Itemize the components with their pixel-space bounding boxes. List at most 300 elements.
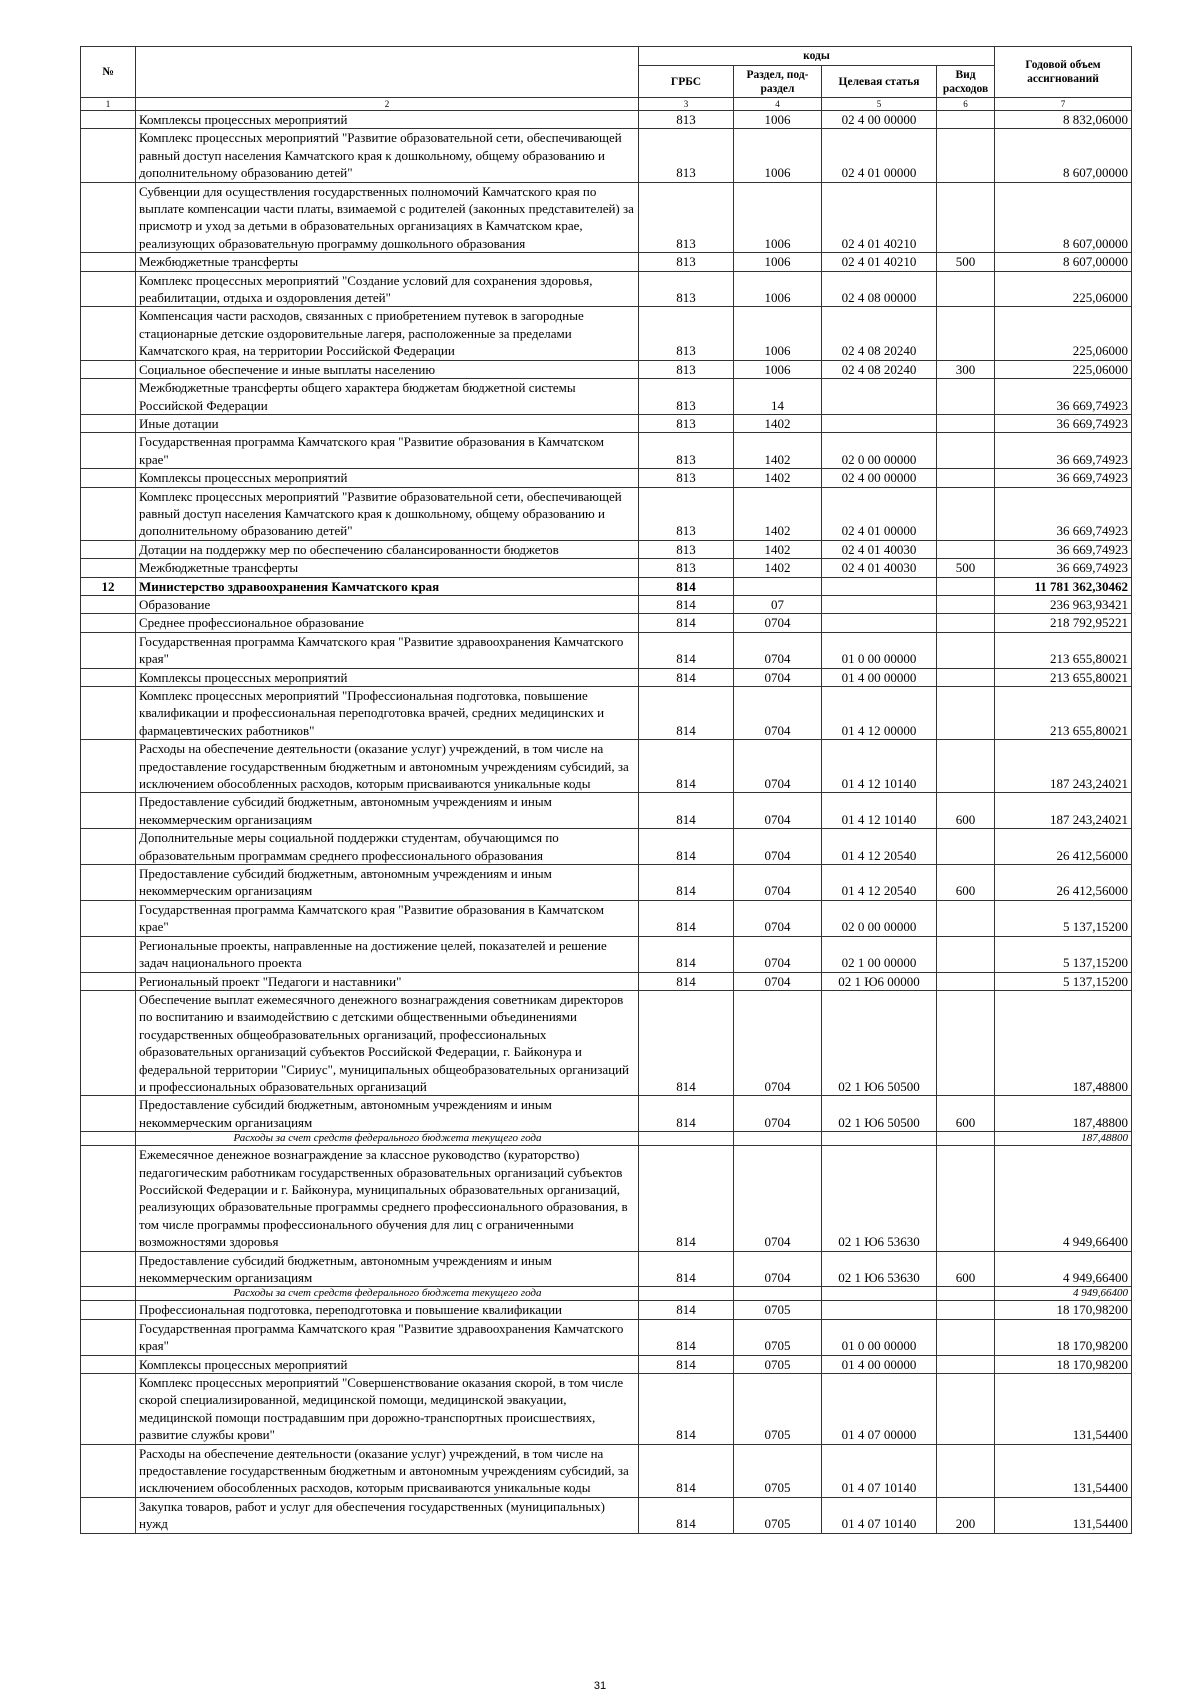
row-name: Государственная программа Камчатского края "Развитие здравоохранения Камчатского края" <box>136 632 639 668</box>
column-numbers-row <box>81 98 1132 111</box>
table-row <box>81 1319 1132 1355</box>
row-expense-type <box>937 1287 995 1301</box>
row-grbs: 814 <box>639 1301 734 1319</box>
row-razdel: 1402 <box>734 487 822 540</box>
row-target-article: 02 4 08 20240 <box>822 360 937 378</box>
row-target-article: 02 4 00 00000 <box>822 111 937 129</box>
row-name: Социальное обеспечение и иные выплаты населению <box>136 360 639 378</box>
row-razdel: 1006 <box>734 360 822 378</box>
table-row <box>81 595 1132 613</box>
table-row <box>81 559 1132 577</box>
row-expense-type <box>937 668 995 686</box>
row-name: Дотации на поддержку мер по обеспечению сбалансированности бюджетов <box>136 540 639 558</box>
table-row <box>81 900 1132 936</box>
row-name: Дополнительные меры социальной поддержки студентам, обучающимся по образовательным программам среднего профессионального образования <box>136 829 639 865</box>
row-expense-type: 600 <box>937 793 995 829</box>
row-name: Комплекс процессных мероприятий "Создание условий для сохранения здоровья, реабилитации, отдыха и оздоровления детей" <box>136 271 639 307</box>
table-row <box>81 1301 1132 1319</box>
row-expense-type <box>937 487 995 540</box>
row-grbs: 813 <box>639 271 734 307</box>
row-number <box>81 487 136 540</box>
row-grbs <box>639 1132 734 1146</box>
row-expense-type: 600 <box>937 1251 995 1287</box>
row-razdel: 1006 <box>734 129 822 182</box>
row-expense-type <box>937 900 995 936</box>
header-amount: Годовой объем ассигнований <box>995 47 1132 98</box>
row-number <box>81 559 136 577</box>
table-row <box>81 433 1132 469</box>
row-grbs: 814 <box>639 1096 734 1132</box>
row-razdel: 14 <box>734 379 822 415</box>
table-body <box>81 111 1132 1534</box>
row-name: Государственная программа Камчатского края "Развитие здравоохранения Камчатского края" <box>136 1319 639 1355</box>
row-grbs: 813 <box>639 111 734 129</box>
budget-table <box>80 46 1132 1534</box>
row-name: Комплексы процессных мероприятий <box>136 1355 639 1373</box>
row-number <box>81 793 136 829</box>
row-grbs: 814 <box>639 1497 734 1533</box>
table-row <box>81 1444 1132 1497</box>
row-razdel: 0704 <box>734 936 822 972</box>
header-codes: коды <box>639 47 995 66</box>
row-razdel: 0704 <box>734 865 822 901</box>
row-target-article: 01 4 07 10140 <box>822 1497 937 1533</box>
row-name: Межбюджетные трансферты <box>136 559 639 577</box>
row-number <box>81 540 136 558</box>
row-amount: 236 963,93421 <box>995 595 1132 613</box>
row-expense-type <box>937 1132 995 1146</box>
row-expense-type: 500 <box>937 559 995 577</box>
row-name: Предоставление субсидий бюджетным, автономным учреждениям и иным некоммерческим организациям <box>136 1096 639 1132</box>
table-row <box>81 540 1132 558</box>
header-expense-type: Вид расходов <box>937 66 995 98</box>
row-name: Образование <box>136 595 639 613</box>
row-name: Ежемесячное денежное вознаграждение за классное руководство (кураторство) педагогическим работникам государственных образовательных организаций субъектов Российской Федерации и г. Байконура, муниципальных образовательных организаций, реализующих образовательные программы среднего профессионального образования, в том числе программы профессионального обучения для лиц с ограниченными возможностями здоровья <box>136 1146 639 1251</box>
row-name: Профессиональная подготовка, переподготовка и повышение квалификации <box>136 1301 639 1319</box>
row-amount: 8 607,00000 <box>995 253 1132 271</box>
row-razdel: 0705 <box>734 1319 822 1355</box>
row-target-article: 02 4 08 00000 <box>822 271 937 307</box>
row-target-article: 02 4 01 40210 <box>822 253 937 271</box>
row-grbs: 813 <box>639 487 734 540</box>
table-row <box>81 668 1132 686</box>
row-grbs: 813 <box>639 129 734 182</box>
row-grbs: 814 <box>639 595 734 613</box>
row-grbs: 813 <box>639 182 734 253</box>
row-target-article <box>822 614 937 632</box>
header-grbs: ГРБС <box>639 66 734 98</box>
table-row <box>81 687 1132 740</box>
row-grbs: 814 <box>639 1374 734 1445</box>
row-number <box>81 829 136 865</box>
row-name: Комплексы процессных мероприятий <box>136 668 639 686</box>
row-amount: 187,48800 <box>995 1096 1132 1132</box>
row-number <box>81 469 136 487</box>
row-target-article: 02 4 01 00000 <box>822 487 937 540</box>
row-razdel: 0705 <box>734 1497 822 1533</box>
row-expense-type <box>937 829 995 865</box>
row-amount: 4 949,66400 <box>995 1146 1132 1251</box>
table-row <box>81 253 1132 271</box>
row-expense-type <box>937 1444 995 1497</box>
column-number: 7 <box>995 98 1132 111</box>
row-expense-type <box>937 687 995 740</box>
row-amount: 4 949,66400 <box>995 1287 1132 1301</box>
table-row <box>81 182 1132 253</box>
table-row <box>81 360 1132 378</box>
row-name: Предоставление субсидий бюджетным, автономным учреждениям и иным некоммерческим организациям <box>136 793 639 829</box>
row-razdel: 1006 <box>734 271 822 307</box>
row-expense-type <box>937 1374 995 1445</box>
row-expense-type: 500 <box>937 253 995 271</box>
row-amount: 36 669,74923 <box>995 414 1132 432</box>
column-number: 1 <box>81 98 136 111</box>
row-grbs: 813 <box>639 540 734 558</box>
table-row <box>81 1374 1132 1445</box>
row-expense-type: 600 <box>937 865 995 901</box>
row-target-article: 01 4 00 00000 <box>822 1355 937 1373</box>
row-target-article: 02 4 01 40210 <box>822 182 937 253</box>
row-name: Комплекс процессных мероприятий "Развитие образовательной сети, обеспечивающей равный доступ населения Камчатского края к дошкольному, общему образованию и дополнительному образованию детей" <box>136 487 639 540</box>
row-target-article: 01 4 12 10140 <box>822 740 937 793</box>
row-expense-type <box>937 540 995 558</box>
row-razdel: 0704 <box>734 972 822 990</box>
row-name: Предоставление субсидий бюджетным, автономным учреждениям и иным некоммерческим организациям <box>136 1251 639 1287</box>
table-header <box>81 47 1132 111</box>
row-expense-type: 600 <box>937 1096 995 1132</box>
table-row <box>81 379 1132 415</box>
row-expense-type <box>937 1319 995 1355</box>
row-grbs: 813 <box>639 360 734 378</box>
row-target-article <box>822 1287 937 1301</box>
row-name: Расходы на обеспечение деятельности (оказание услуг) учреждений, в том числе на предоставление государственным бюджетным и автономным учреждениям субсидий, за исключением обособленных расходов, которым присваиваются уникальные коды <box>136 1444 639 1497</box>
row-amount: 5 137,15200 <box>995 972 1132 990</box>
row-amount: 8 607,00000 <box>995 182 1132 253</box>
row-target-article: 02 0 00 00000 <box>822 900 937 936</box>
row-target-article: 02 1 Ю6 53630 <box>822 1146 937 1251</box>
row-grbs: 814 <box>639 614 734 632</box>
row-razdel: 0705 <box>734 1301 822 1319</box>
row-amount: 11 781 362,30462 <box>995 577 1132 595</box>
row-razdel: 0704 <box>734 1146 822 1251</box>
row-expense-type <box>937 111 995 129</box>
row-target-article: 01 4 12 20540 <box>822 865 937 901</box>
row-expense-type <box>937 307 995 360</box>
row-razdel: 0704 <box>734 740 822 793</box>
row-amount: 4 949,66400 <box>995 1251 1132 1287</box>
row-grbs: 814 <box>639 990 734 1095</box>
row-grbs: 813 <box>639 379 734 415</box>
table-row <box>81 1355 1132 1373</box>
row-grbs: 814 <box>639 1146 734 1251</box>
row-razdel: 1402 <box>734 559 822 577</box>
row-razdel: 0704 <box>734 687 822 740</box>
row-expense-type <box>937 1146 995 1251</box>
row-number <box>81 668 136 686</box>
row-number <box>81 1355 136 1373</box>
row-razdel: 1402 <box>734 433 822 469</box>
row-number <box>81 253 136 271</box>
row-razdel: 0704 <box>734 1251 822 1287</box>
row-target-article: 02 1 00 00000 <box>822 936 937 972</box>
row-number <box>81 111 136 129</box>
row-number <box>81 1444 136 1497</box>
row-amount: 187 243,24021 <box>995 740 1132 793</box>
row-razdel: 0704 <box>734 632 822 668</box>
row-number <box>81 433 136 469</box>
row-number <box>81 1319 136 1355</box>
row-grbs: 813 <box>639 307 734 360</box>
row-grbs: 814 <box>639 1355 734 1373</box>
row-name: Среднее профессиональное образование <box>136 614 639 632</box>
row-name: Комплекс процессных мероприятий "Профессиональная подготовка, повышение квалификации и профессиональная переподготовка врачей, средних медицинских и фармацевтических работников" <box>136 687 639 740</box>
column-number: 2 <box>136 98 639 111</box>
row-number <box>81 1287 136 1301</box>
row-amount: 225,06000 <box>995 307 1132 360</box>
row-grbs: 814 <box>639 577 734 595</box>
row-number <box>81 129 136 182</box>
row-expense-type <box>937 414 995 432</box>
row-grbs: 813 <box>639 559 734 577</box>
row-number <box>81 1132 136 1146</box>
row-target-article <box>822 414 937 432</box>
row-name: Региональные проекты, направленные на достижение целей, показателей и решение задач национального проекта <box>136 936 639 972</box>
header-razdel: Раздел, под-раздел <box>734 66 822 98</box>
table-row <box>81 271 1132 307</box>
table-row <box>81 129 1132 182</box>
row-number <box>81 595 136 613</box>
row-number <box>81 632 136 668</box>
row-target-article: 02 0 00 00000 <box>822 433 937 469</box>
row-razdel: 0704 <box>734 614 822 632</box>
table-row <box>81 577 1132 595</box>
row-number <box>81 182 136 253</box>
row-number <box>81 1374 136 1445</box>
table-row <box>81 936 1132 972</box>
row-name: Региональный проект "Педагоги и наставники" <box>136 972 639 990</box>
row-number: 12 <box>81 577 136 595</box>
row-razdel: 1006 <box>734 111 822 129</box>
row-target-article: 01 4 12 10140 <box>822 793 937 829</box>
row-expense-type <box>937 595 995 613</box>
row-amount: 8 607,00000 <box>995 129 1132 182</box>
row-razdel: 1402 <box>734 469 822 487</box>
row-expense-type <box>937 632 995 668</box>
row-grbs: 813 <box>639 253 734 271</box>
table-row <box>81 614 1132 632</box>
row-grbs: 814 <box>639 687 734 740</box>
table-row <box>81 111 1132 129</box>
row-name: Компенсация части расходов, связанных с приобретением путевок в загородные стационарные детские оздоровительные лагеря, расположенные за пределами Камчатского края, на территории Российской Федерации <box>136 307 639 360</box>
row-expense-type <box>937 1355 995 1373</box>
row-expense-type <box>937 379 995 415</box>
table-row <box>81 1146 1132 1251</box>
row-amount: 131,54400 <box>995 1444 1132 1497</box>
table-row <box>81 632 1132 668</box>
row-target-article: 02 1 Ю6 50500 <box>822 990 937 1095</box>
row-target-article: 01 4 07 10140 <box>822 1444 937 1497</box>
row-expense-type <box>937 990 995 1095</box>
row-name: Комплексы процессных мероприятий <box>136 469 639 487</box>
row-name: Государственная программа Камчатского края "Развитие образования в Камчатском крае" <box>136 433 639 469</box>
table-row <box>81 1497 1132 1533</box>
row-target-article: 02 4 01 40030 <box>822 540 937 558</box>
note-row <box>81 1132 1132 1146</box>
row-name: Межбюджетные трансферты общего характера бюджетам бюджетной системы Российской Федерации <box>136 379 639 415</box>
row-grbs: 814 <box>639 1251 734 1287</box>
column-number: 6 <box>937 98 995 111</box>
table-row <box>81 793 1132 829</box>
row-amount: 213 655,80021 <box>995 668 1132 686</box>
row-grbs: 814 <box>639 829 734 865</box>
row-name: Комплексы процессных мероприятий <box>136 111 639 129</box>
column-number: 4 <box>734 98 822 111</box>
row-amount: 187,48800 <box>995 1132 1132 1146</box>
row-grbs: 814 <box>639 936 734 972</box>
row-grbs: 814 <box>639 1444 734 1497</box>
row-expense-type <box>937 1301 995 1319</box>
row-number <box>81 1096 136 1132</box>
row-razdel: 0704 <box>734 1096 822 1132</box>
row-number <box>81 1301 136 1319</box>
row-target-article: 01 4 12 00000 <box>822 687 937 740</box>
row-amount: 218 792,95221 <box>995 614 1132 632</box>
row-amount: 8 832,06000 <box>995 111 1132 129</box>
row-amount: 18 170,98200 <box>995 1319 1132 1355</box>
row-amount: 36 669,74923 <box>995 540 1132 558</box>
table-row <box>81 487 1132 540</box>
row-number <box>81 972 136 990</box>
row-target-article <box>822 1301 937 1319</box>
row-target-article: 02 4 01 00000 <box>822 129 937 182</box>
row-target-article <box>822 1132 937 1146</box>
row-number <box>81 360 136 378</box>
row-target-article <box>822 379 937 415</box>
row-amount: 5 137,15200 <box>995 936 1132 972</box>
row-name: Расходы за счет средств федерального бюджета текущего года <box>136 1132 639 1146</box>
row-amount: 26 412,56000 <box>995 865 1132 901</box>
row-razdel: 1006 <box>734 307 822 360</box>
row-expense-type <box>937 936 995 972</box>
row-razdel <box>734 1132 822 1146</box>
row-grbs: 814 <box>639 900 734 936</box>
row-amount: 213 655,80021 <box>995 632 1132 668</box>
row-amount: 36 669,74923 <box>995 559 1132 577</box>
row-target-article: 01 4 07 00000 <box>822 1374 937 1445</box>
row-grbs: 814 <box>639 668 734 686</box>
row-expense-type <box>937 577 995 595</box>
row-expense-type <box>937 271 995 307</box>
row-grbs: 814 <box>639 740 734 793</box>
row-amount: 225,06000 <box>995 271 1132 307</box>
note-row <box>81 1287 1132 1301</box>
row-expense-type <box>937 469 995 487</box>
row-amount: 18 170,98200 <box>995 1301 1132 1319</box>
row-number <box>81 614 136 632</box>
row-number <box>81 379 136 415</box>
row-razdel <box>734 1287 822 1301</box>
row-grbs: 814 <box>639 865 734 901</box>
row-name: Межбюджетные трансферты <box>136 253 639 271</box>
row-razdel <box>734 577 822 595</box>
row-name: Иные дотации <box>136 414 639 432</box>
row-target-article: 02 4 00 00000 <box>822 469 937 487</box>
row-name: Министерство здравоохранения Камчатского края <box>136 577 639 595</box>
row-number <box>81 687 136 740</box>
row-target-article: 02 1 Ю6 53630 <box>822 1251 937 1287</box>
row-name: Обеспечение выплат ежемесячного денежного вознаграждения советникам директоров по воспитанию и взаимодействию с детскими общественными объединениями государственных общеобразовательных организаций, профессиональных образовательных организаций субъектов Российской Федерации, г. Байконура и федеральной территории "Сириус", муниципальных общеобразовательных организаций и профессиональных образовательных организаций <box>136 990 639 1095</box>
table-row <box>81 1251 1132 1287</box>
row-razdel: 0705 <box>734 1355 822 1373</box>
row-razdel: 0704 <box>734 829 822 865</box>
row-amount: 36 669,74923 <box>995 469 1132 487</box>
row-grbs <box>639 1287 734 1301</box>
row-target-article: 01 0 00 00000 <box>822 1319 937 1355</box>
row-number <box>81 865 136 901</box>
header-target-article: Целевая статья <box>822 66 937 98</box>
row-expense-type: 200 <box>937 1497 995 1533</box>
row-amount: 213 655,80021 <box>995 687 1132 740</box>
row-grbs: 814 <box>639 793 734 829</box>
row-razdel: 0705 <box>734 1374 822 1445</box>
row-number <box>81 307 136 360</box>
row-expense-type <box>937 182 995 253</box>
table-row <box>81 1096 1132 1132</box>
row-expense-type: 300 <box>937 360 995 378</box>
row-razdel: 1006 <box>734 253 822 271</box>
table-row <box>81 740 1132 793</box>
row-number <box>81 990 136 1095</box>
row-amount: 36 669,74923 <box>995 487 1132 540</box>
column-number: 3 <box>639 98 734 111</box>
row-target-article: 01 4 00 00000 <box>822 668 937 686</box>
column-number: 5 <box>822 98 937 111</box>
table-row <box>81 865 1132 901</box>
table-row <box>81 990 1132 1095</box>
row-name: Закупка товаров, работ и услуг для обеспечения государственных (муниципальных) нужд <box>136 1497 639 1533</box>
row-grbs: 813 <box>639 414 734 432</box>
row-target-article <box>822 577 937 595</box>
row-number <box>81 900 136 936</box>
row-razdel: 1006 <box>734 182 822 253</box>
row-number <box>81 1497 136 1533</box>
row-target-article: 02 4 01 40030 <box>822 559 937 577</box>
row-razdel: 0704 <box>734 668 822 686</box>
row-razdel: 0704 <box>734 990 822 1095</box>
row-expense-type <box>937 972 995 990</box>
row-target-article: 02 1 Ю6 50500 <box>822 1096 937 1132</box>
row-razdel: 1402 <box>734 414 822 432</box>
header-name <box>136 47 639 98</box>
row-name: Предоставление субсидий бюджетным, автономным учреждениям и иным некоммерческим организациям <box>136 865 639 901</box>
row-amount: 5 137,15200 <box>995 900 1132 936</box>
row-number <box>81 936 136 972</box>
row-target-article: 01 0 00 00000 <box>822 632 937 668</box>
row-razdel: 1402 <box>734 540 822 558</box>
row-target-article: 02 4 08 20240 <box>822 307 937 360</box>
row-number <box>81 1146 136 1251</box>
row-razdel: 0704 <box>734 793 822 829</box>
table-row <box>81 307 1132 360</box>
header-num: № <box>81 47 136 98</box>
row-target-article: 01 4 12 20540 <box>822 829 937 865</box>
row-amount: 131,54400 <box>995 1497 1132 1533</box>
row-expense-type <box>937 614 995 632</box>
row-grbs: 814 <box>639 1319 734 1355</box>
row-target-article <box>822 595 937 613</box>
row-grbs: 813 <box>639 433 734 469</box>
row-number <box>81 1251 136 1287</box>
